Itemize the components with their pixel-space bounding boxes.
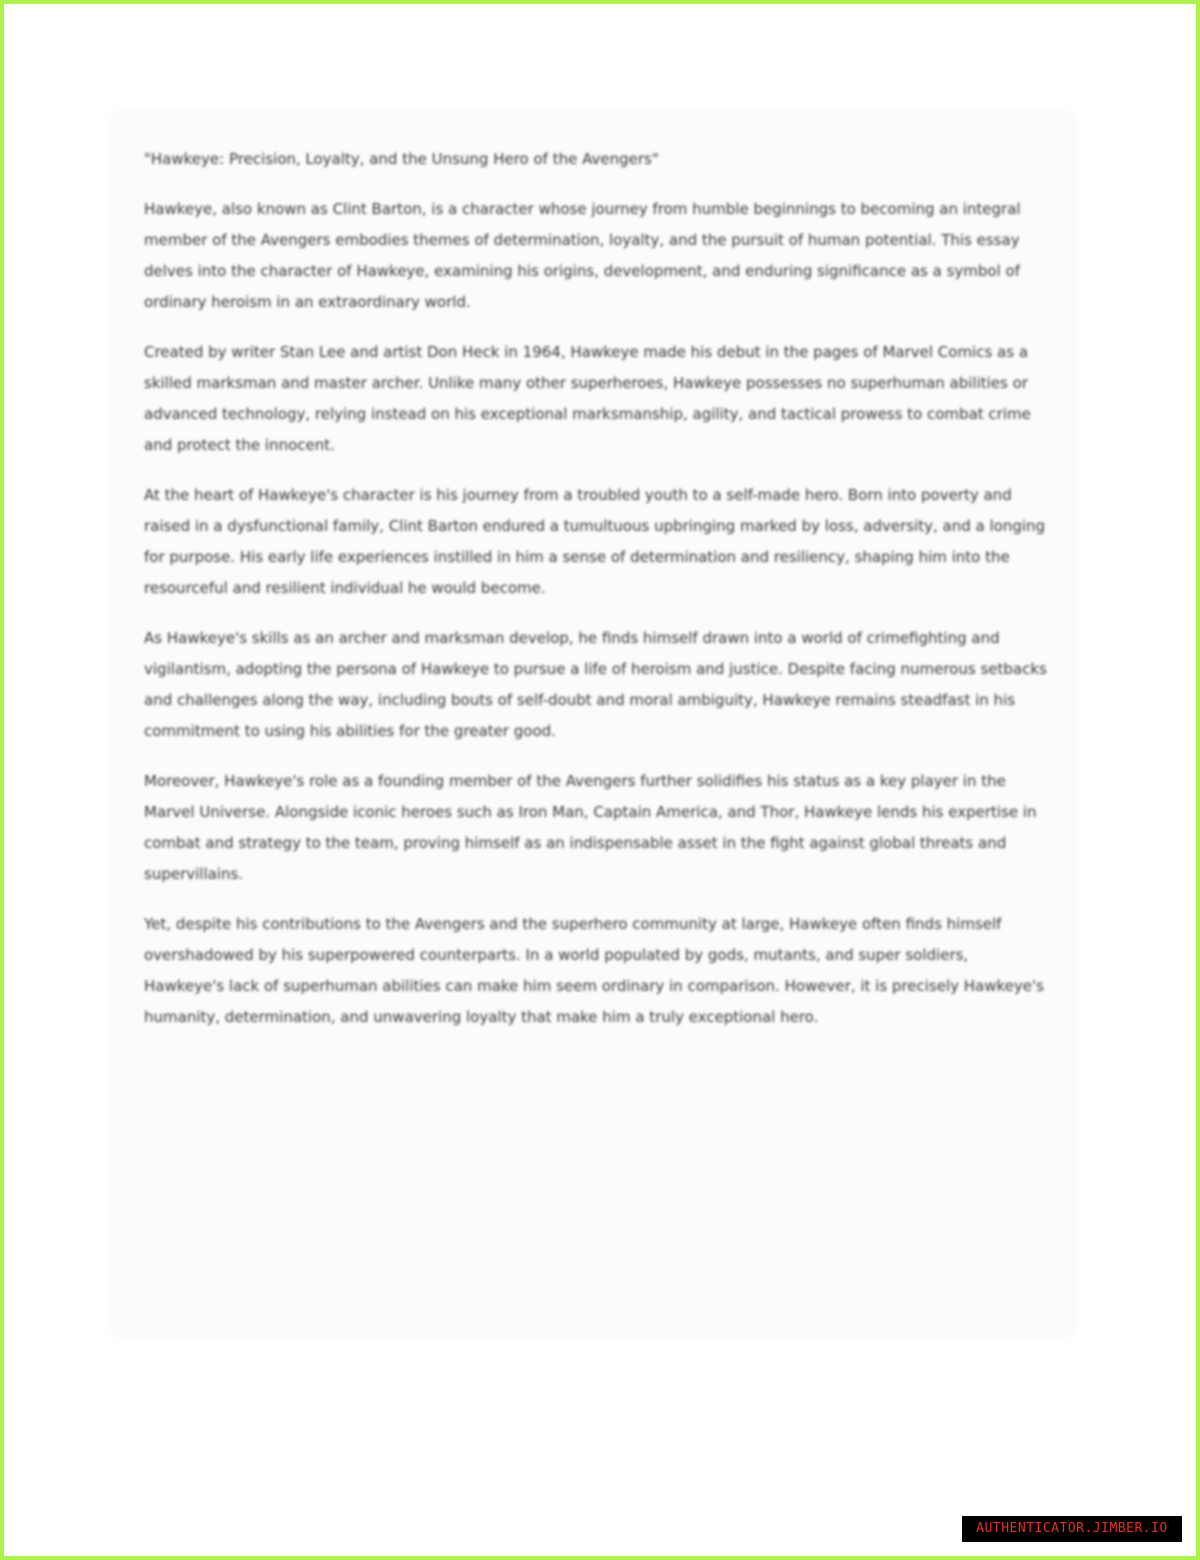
document-body bbox=[144, 144, 1049, 1052]
watermark-label: AUTHENTICATOR.JIMBER.IO bbox=[962, 1516, 1182, 1542]
paragraph: At the heart of Hawkeye's character is his journey from a troubled youth to a self-made hero. Born into poverty and raised in a dysfunctional family, Clint Barton endured a tumultuous upbringing marked by loss, adversity, and a longing for purpose. His early life experiences instilled in him a sense of determination and resiliency, shaping him into the resourceful and resilient individual he would become. bbox=[144, 486, 1046, 597]
paragraph: Hawkeye, also known as Clint Barton, is a character whose journey from humble beginnings to becoming an integral member of the Avengers embodies themes of determination, loyalty, and the pursuit of human potential. This essay delves into the character of Hawkeye, examining his origins, development, and enduring significance as a symbol of ordinary heroism in an extraordinary world. bbox=[144, 200, 1021, 311]
paragraph: Yet, despite his contributions to the Avengers and the superhero community at large, Hawkeye often finds himself overshadowed by his superpowered counterparts. In a world populated by gods, mutants, and super soldiers, Hawkeye's lack of superhuman abilities can make him seem ordinary in comparison. However, it is precisely Hawkeye's humanity, determination, and unwavering loyalty that make him a truly exceptional hero. bbox=[144, 915, 1044, 1026]
paragraph: As Hawkeye's skills as an archer and marksman develop, he finds himself drawn into a world of crimefighting and vigilantism, adopting the persona of Hawkeye to pursue a life of heroism and justice. Despite facing numerous setbacks and challenges along the way, including bouts of self-doubt and moral ambiguity, Hawkeye remains steadfast in his commitment to using his abilities for the greater good. bbox=[144, 629, 1047, 740]
document-title: "Hawkeye: Precision, Loyalty, and the Unsung Hero of the Avengers" bbox=[144, 150, 659, 168]
paragraph: Created by writer Stan Lee and artist Don Heck in 1964, Hawkeye made his debut in the pages of Marvel Comics as a skilled marksman and master archer. Unlike many other superheroes, Hawkeye possesses no superhuman abilities or advanced technology, relying instead on his exceptional marksmanship, agility, and tactical prowess to combat crime and protect the innocent. bbox=[144, 343, 1031, 454]
document-page bbox=[114, 114, 1074, 1334]
paragraph: Moreover, Hawkeye's role as a founding member of the Avengers further solidifies his status as a key player in the Marvel Universe. Alongside iconic heroes such as Iron Man, Captain America, and Thor, Hawkeye lends his expertise in combat and strategy to the team, proving himself as an indispensable asset in the fight against global threats and supervillains. bbox=[144, 772, 1037, 883]
